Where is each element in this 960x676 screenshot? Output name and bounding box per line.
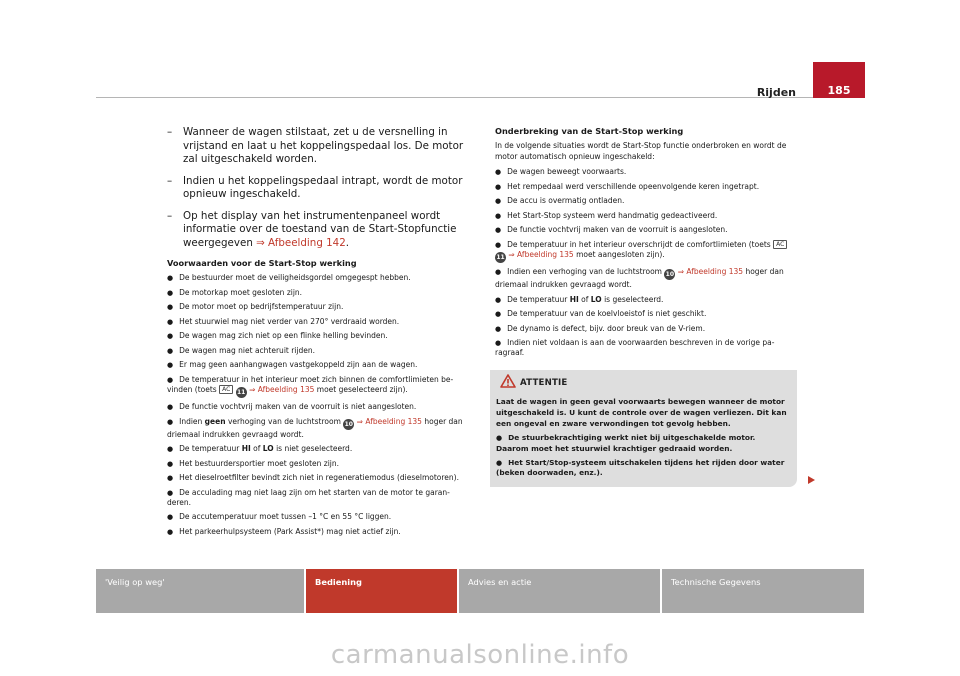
list-item: ● Het dieselroetfilter bevindt zich niet in regeneratiemodus (dieselmotoren). bbox=[167, 473, 459, 482]
list-item: ● De motor moet op bedrijfstemperatuur zijn. bbox=[167, 302, 344, 311]
bullet-icon: ● bbox=[167, 459, 174, 468]
figure-link[interactable]: ⇒ Afbeelding 135 bbox=[356, 416, 422, 426]
figure-link[interactable]: ⇒ Afbeelding 135 bbox=[677, 267, 744, 276]
watermark: carmanualsonline.info bbox=[330, 640, 630, 670]
chapter-title: Rijden bbox=[756, 86, 796, 99]
list-item: ● De temperatuur in het interieur moet zich binnen de comfortlimieten bevinden (toets AC 11 ⇒ Afbeelding 135 moet geselecteerd zijn). bbox=[167, 374, 454, 396]
section-heading: Voorwaarden voor de Start-Stop werking bbox=[167, 258, 357, 268]
list-item: ● De bestuurder moet de veiligheidsgordel omgegespt hebben. bbox=[167, 273, 411, 282]
list-item: ● De dynamo is defect, bijv. door breuk van de V-riem. bbox=[495, 323, 706, 333]
bullet-icon: ● bbox=[495, 310, 502, 318]
footer-tab-advies-en-actie[interactable]: Advies en actie bbox=[459, 569, 660, 613]
bullet-icon: ● bbox=[167, 474, 174, 482]
list-item: ● De temperatuur HI of LO is niet geselecteerd. bbox=[167, 444, 353, 453]
list-item: ● Indien niet voldaan is aan de voorwaarden beschreven in de vorige paragraaf. bbox=[495, 338, 775, 358]
bullet-icon: ● bbox=[495, 268, 502, 276]
bullet-icon: ● bbox=[167, 375, 174, 384]
callout-number: 11 bbox=[237, 388, 246, 396]
bullet-icon: ● bbox=[495, 324, 502, 333]
footer-tab-bediening[interactable]: Bediening bbox=[306, 569, 457, 613]
left-column bbox=[167, 126, 465, 541]
bullet-icon: ● bbox=[167, 403, 174, 411]
ac-key: AC bbox=[773, 240, 787, 249]
intro-step: – Indien u het koppelingspedaal intrapt, wordt de motor opnieuw ingeschakeld. bbox=[167, 174, 463, 200]
intro-step: – Wanneer de wagen stilstaat, zet u de versnelling in vrijstand en laat u het koppelingspedaal los. De motor zal uitgeschakeld worden. bbox=[167, 126, 464, 165]
list-item: ● De functie vochtvrij maken van de voorruit is aangesloten. bbox=[495, 225, 728, 234]
list-item: ● De wagen mag niet achteruit rijden. bbox=[167, 345, 315, 355]
bullet-icon: ● bbox=[496, 458, 503, 467]
bullet-icon: ● bbox=[495, 295, 502, 304]
bullet-icon: ● bbox=[495, 339, 502, 347]
warning-body bbox=[496, 397, 788, 482]
bullet-icon: ● bbox=[167, 488, 174, 497]
list-item: ● De temperatuur HI of LO is geselecteerd. bbox=[495, 294, 664, 304]
list-item: ● De accutemperatuur moet tussen –1 °C en 55 °C liggen. bbox=[167, 512, 392, 522]
list-item: ● De acculading mag niet laag zijn om het starten van de motor te garanderen. bbox=[167, 487, 450, 507]
list-item: ● Het stuurwiel mag niet verder van 270° verdraaid worden. bbox=[167, 316, 400, 326]
warning-box bbox=[490, 370, 797, 487]
continue-arrow-icon bbox=[808, 476, 815, 484]
bullet-icon: ● bbox=[167, 527, 174, 536]
figure-link[interactable]: ⇒ Afbeelding 142 bbox=[256, 236, 346, 249]
bullet-icon: ● bbox=[495, 168, 502, 176]
bullet-icon: ● bbox=[167, 417, 174, 426]
footer-tab-technische-gegevens[interactable]: Technische Gegevens bbox=[662, 569, 864, 613]
bullet-icon: ● bbox=[495, 182, 502, 191]
list-item: ● Het rempedaal werd verschillende opeenvolgende keren ingetrapt. bbox=[495, 181, 760, 191]
list-item: ● De accu is overmatig ontladen. bbox=[495, 196, 625, 205]
callout-number: 10 bbox=[344, 420, 353, 428]
figure-link[interactable]: ⇒ Afbeelding 135 bbox=[249, 384, 315, 394]
figure-link[interactable]: ⇒ Afbeelding 135 bbox=[508, 249, 574, 259]
list-item: ● De motorkap moet gesloten zijn. bbox=[167, 287, 303, 297]
list-item: ● Er mag geen aanhangwagen vastgekoppeld zijn aan de wagen. bbox=[167, 360, 418, 369]
warning-lead: Laat de wagen in geen geval voorwaarts bewegen wanneer de motor uitgeschakeld is. U kunt de controle over de wagen verliezen. Dit kan een ongeval en zware verwondingen tot gevolg hebben. bbox=[496, 397, 787, 428]
bullet-icon: ● bbox=[167, 513, 174, 522]
intro-paragraph: In de volgende situaties wordt de Start-Stop functie onderbroken en wordt de motor automatisch opnieuw ingeschakeld: bbox=[495, 141, 787, 161]
bullet-icon: ● bbox=[167, 445, 174, 453]
page-number: 185 bbox=[813, 62, 865, 98]
list-item: ● De temperatuur in het interieur overschrijdt de comfortlimieten (toets AC 11 ⇒ Afbeelding 135 moet aangesloten zijn). bbox=[495, 240, 793, 263]
list-item: ● Indien een verhoging van de luchtstroom 10 ⇒ Afbeelding 135 hoger dan driemaal indrukken gevraagd wordt. bbox=[495, 267, 784, 289]
warning-bullet: ● Het Start/Stop-systeem uitschakelen tijdens het rijden door water (beken doorwaden, enz.). bbox=[496, 457, 785, 478]
bullet-icon: ● bbox=[496, 433, 503, 442]
bullet-icon: ● bbox=[167, 346, 174, 355]
bullet-icon: ● bbox=[495, 226, 502, 234]
right-column bbox=[495, 126, 793, 363]
warning-triangle-icon bbox=[500, 374, 516, 388]
warning-header bbox=[490, 370, 797, 392]
list-item: ● De temperatuur van de koelvloeistof is niet geschikt. bbox=[495, 309, 707, 318]
bullet-icon: ● bbox=[167, 332, 174, 340]
ac-key: AC bbox=[219, 385, 233, 394]
warning-title: ATTENTIE bbox=[520, 378, 568, 388]
bullet-icon: ● bbox=[495, 240, 502, 249]
list-item: ● De functie vochtvrij maken van de voorruit is niet aangesloten. bbox=[167, 402, 417, 411]
bullet-icon: ● bbox=[167, 288, 174, 297]
section-heading: Onderbreking van de Start-Stop werking bbox=[495, 126, 684, 136]
callout-number: 10 bbox=[665, 271, 675, 278]
list-item: ● Het Start-Stop systeem werd handmatig gedeactiveerd. bbox=[495, 210, 718, 220]
list-item: ● Indien geen verhoging van de luchtstroom 10 ⇒ Afbeelding 135 hoger dan driemaal indrukken gevraagd wordt. bbox=[167, 416, 463, 439]
list-item: ● De wagen mag zich niet op een flinke helling bevinden. bbox=[167, 331, 388, 340]
bullet-icon: ● bbox=[167, 317, 174, 326]
bullet-icon: ● bbox=[167, 303, 174, 311]
list-item: ● De wagen beweegt voorwaarts. bbox=[495, 167, 627, 176]
intro-step: – Op het display van het instrumentenpaneel wordt informatie over de toestand van de Start-Stopfunctie weergegeven ⇒ Afbeelding 142. bbox=[167, 209, 457, 249]
list-item: ● Het parkeerhulpsysteem (Park Assist*) mag niet actief zijn. bbox=[167, 526, 401, 536]
bullet-icon: ● bbox=[167, 361, 174, 369]
callout-number: 11 bbox=[496, 253, 505, 261]
list-item: ● Het bestuurdersportier moet gesloten zijn. bbox=[167, 458, 339, 468]
bullet-icon: ● bbox=[167, 274, 174, 282]
bullet-icon: ● bbox=[495, 211, 502, 220]
bullet-icon: ● bbox=[495, 197, 502, 205]
warning-bullet: ● De stuurbekrachtiging werkt niet bij uitgeschakelde motor. Daarom moet het stuurwiel krachtiger gedraaid worden. bbox=[496, 432, 756, 453]
footer-tab-veilig-op-weg[interactable]: 'Veilig op weg' bbox=[96, 569, 304, 613]
